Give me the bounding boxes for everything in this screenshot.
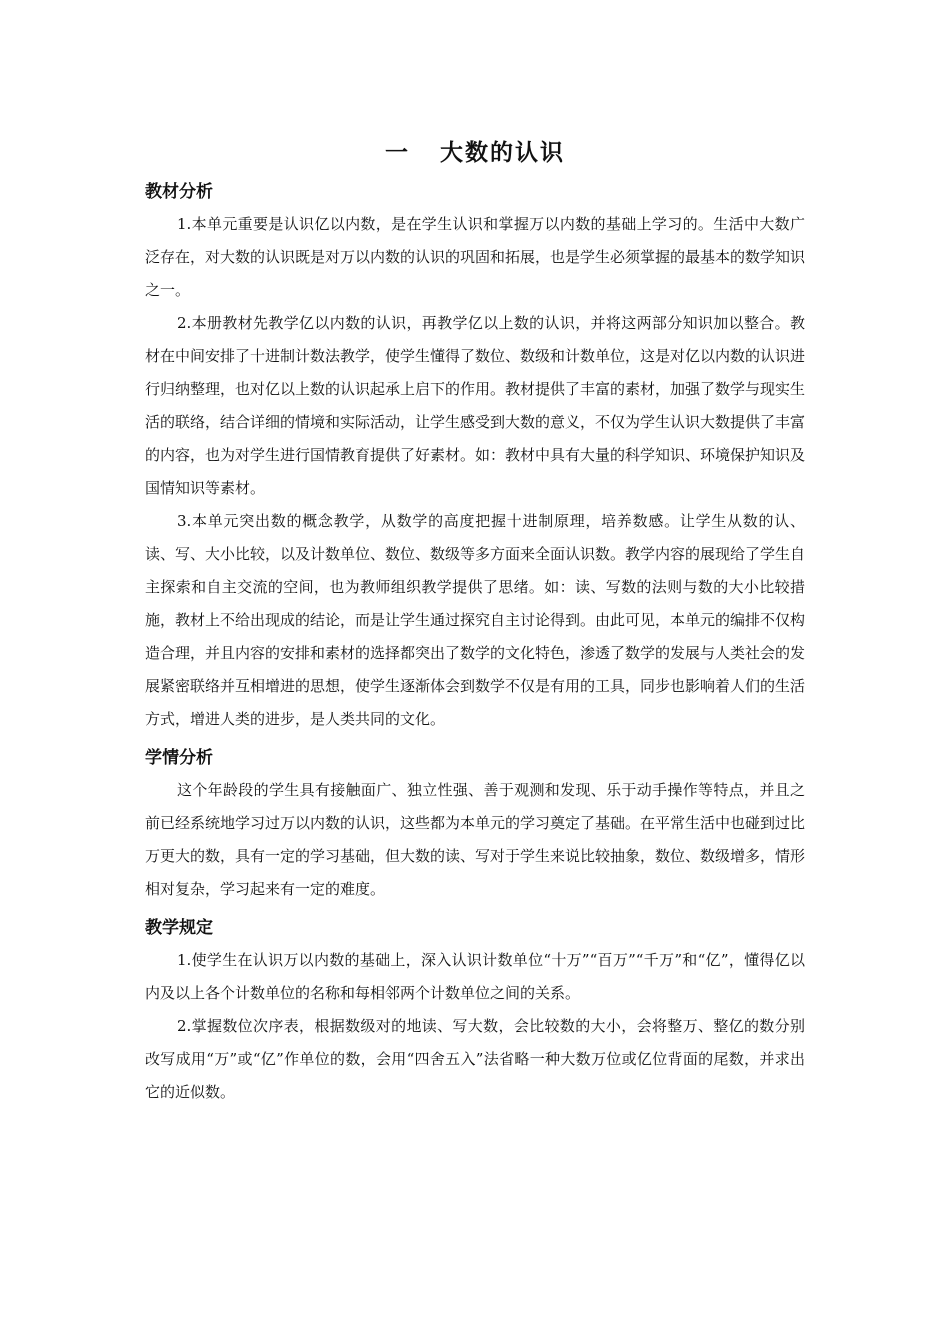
paragraph: 1.本单元重要是认识亿以内数，是在学生认识和掌握万以内数的基础上学习的。生活中大数广泛存在，对大数的认识既是对万以内数的认识的巩固和拓展，也是学生必须掌握的最基本的数学知识之一。 bbox=[145, 215, 806, 299]
section-textbook-analysis bbox=[145, 176, 805, 736]
title-text: 大数的认识 bbox=[440, 140, 565, 166]
section-heading: 教材分析 bbox=[145, 182, 213, 202]
section-heading: 教学规定 bbox=[145, 918, 213, 938]
section-student-analysis bbox=[145, 742, 805, 906]
paragraph: 这个年龄段的学生具有接触面广、独立性强、善于观测和发现、乐于动手操作等特点，并且之前已经系统地学习过万以内数的认识，这些都为本单元的学习奠定了基础。在平常生活中也碰到过比万更大的数，具有一定的学习基础，但大数的读、写对于学生来说比较抽象，数位、数级增多，情形相对复杂，学习起来有一定的难度。 bbox=[145, 781, 806, 898]
page-title bbox=[145, 136, 805, 170]
title-number: 一 bbox=[385, 140, 410, 166]
paragraph: 2.本册教材先教学亿以内数的认识，再教学亿以上数的认识，并将这两部分知识加以整合。教材在中间安排了十进制计数法教学，使学生懂得了数位、数级和计数单位，这是对亿以内数的认识进行归纳整理，也对亿以上数的认识起承上启下的作用。教材提供了丰富的素材，加强了数学与现实生活的联络，结合详细的情境和实际活动，让学生感受到大数的意义，不仅为学生认识大数提供了丰富的内容，也为对学生进行国情教育提供了好素材。如：教材中具有大量的科学知识、环境保护知识及国情知识等素材。 bbox=[145, 314, 806, 497]
section-teaching-requirements bbox=[145, 912, 805, 1109]
paragraph: 1.使学生在认识万以内数的基础上，深入认识计数单位“十万”“百万”“千万”和“亿”，懂得亿以内及以上各个计数单位的名称和每相邻两个计数单位之间的关系。 bbox=[145, 951, 805, 1002]
section-heading: 学情分析 bbox=[145, 748, 213, 768]
paragraph: 2.掌握数位次序表，根据数级对的地读、写大数，会比较数的大小，会将整万、整亿的数分别改写成用“万”或“亿”作单位的数，会用“四舍五入”法省略一种大数万位或亿位背面的尾数，并求出它的近似数。 bbox=[145, 1017, 805, 1101]
paragraph: 3.本单元突出数的概念教学，从数学的高度把握十进制原理，培养数感。让学生从数的认、读、写、大小比较，以及计数单位、数位、数级等多方面来全面认识数。教学内容的展现给了学生自主探索和自主交流的空间，也为教师组织教学提供了思绪。如：读、写数的法则与数的大小比较措施，教材上不给出现成的结论，而是让学生通过探究自主讨论得到。由此可见，本单元的编排不仅构造合理，并且内容的安排和素材的选择都突出了数学的文化特色，渗透了数学的发展与人类社会的发展紧密联络并互相增进的思想，使学生逐渐体会到数学不仅是有用的工具，同步也影响着人们的生活方式，增进人类的进步，是人类共同的文化。 bbox=[145, 512, 806, 728]
